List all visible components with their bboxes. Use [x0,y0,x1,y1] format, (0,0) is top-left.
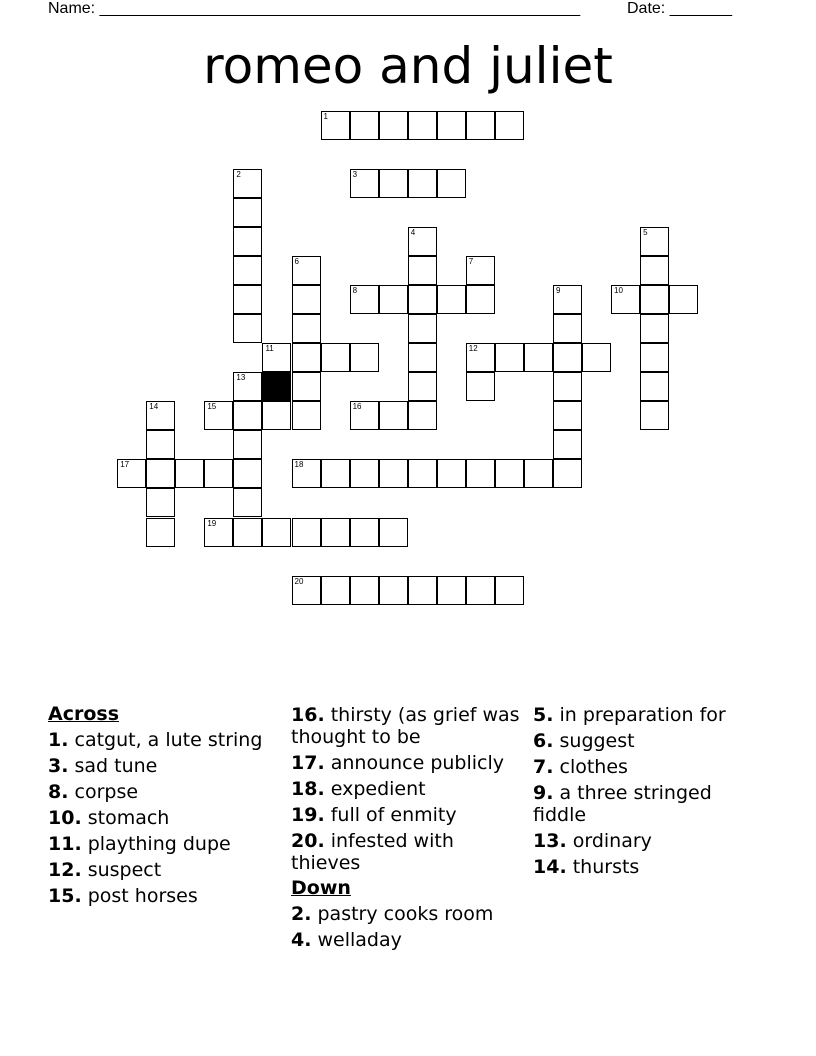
grid-cell[interactable] [611,285,640,314]
grid-cell[interactable] [262,518,291,547]
cell-number: 20 [294,576,304,586]
clue-item [291,830,526,874]
clue-number: 4. [291,929,312,951]
grid-cell[interactable] [466,459,495,488]
grid-cell[interactable] [379,401,408,430]
cell-number: 12 [468,344,478,354]
grid-cell[interactable] [437,169,466,198]
grid-cell[interactable] [350,285,379,314]
clue-number: 17. [291,752,325,774]
grid-cell[interactable] [292,314,321,343]
grid-cell[interactable] [204,401,233,430]
grid-cell[interactable] [292,343,321,372]
grid-cell[interactable] [495,576,524,605]
grid-cell[interactable] [408,459,437,488]
clue-number: 3. [48,755,69,777]
grid-cell[interactable] [233,314,262,343]
grid-cell[interactable] [640,256,669,285]
clue-number: 20. [291,830,325,852]
clue-text: full of enmity [330,804,457,826]
clue-text: pastry cooks room [317,903,494,925]
grid-cell[interactable] [408,401,437,430]
grid-cell[interactable] [146,518,175,547]
clue-item [48,885,278,907]
clue-column-1 [48,700,278,907]
grid-cell[interactable] [292,459,321,488]
clue-text: stomach [87,807,170,829]
grid-cell[interactable] [146,430,175,459]
clue-number: 18. [291,778,325,800]
grid-cell[interactable] [408,169,437,198]
grid-cell[interactable] [379,576,408,605]
grid-cell[interactable] [175,459,204,488]
clue-number: 11. [48,833,82,855]
grid-cell[interactable] [321,576,350,605]
grid-cell[interactable] [350,343,379,372]
clue-text: in preparation for [559,704,726,726]
clue-item [48,859,278,881]
grid-cell[interactable] [292,518,321,547]
down-heading: Down [291,877,351,899]
grid-cell[interactable] [292,401,321,430]
grid-cell[interactable] [640,314,669,343]
grid-cell[interactable] [350,576,379,605]
clue-number: 7. [533,756,554,778]
cell-number: 19 [207,518,217,528]
grid-cell[interactable] [321,343,350,372]
clue-text: thursts [572,856,640,878]
grid-cell[interactable] [524,459,553,488]
clue-text: announce publicly [330,752,505,774]
grid-cell[interactable] [408,576,437,605]
grid-cell[interactable] [466,343,495,372]
clue-text: sad tune [74,755,158,777]
clue-item [533,782,758,826]
grid-cell[interactable] [350,111,379,140]
cell-number: 11 [265,344,274,354]
clue-number: 10. [48,807,82,829]
clue-item [291,752,526,774]
grid-cell[interactable] [146,459,175,488]
cell-number: 10 [614,286,623,296]
grid-cell[interactable] [292,256,321,285]
grid-cell[interactable] [437,459,466,488]
clue-text: plaything dupe [87,833,231,855]
grid-cell[interactable] [582,343,611,372]
clue-text: suspect [87,859,162,881]
cell-number: 9 [555,286,561,296]
clue-item [533,730,758,752]
grid-cell[interactable] [379,111,408,140]
grid-cell[interactable] [640,343,669,372]
grid-cell[interactable] [640,285,669,314]
grid-cell[interactable] [233,430,262,459]
clue-text: corpse [74,781,139,803]
clue-text: catgut, a lute string [74,729,263,751]
grid-cell[interactable] [408,285,437,314]
clue-item [533,704,758,726]
clue-number: 16. [291,704,325,726]
clue-item [48,781,278,803]
grid-cell[interactable] [321,111,350,140]
clue-number: 5. [533,704,554,726]
grid-cell[interactable] [117,459,146,488]
grid-cell[interactable] [146,488,175,517]
clue-number: 19. [291,804,325,826]
cell-number: 3 [352,169,358,179]
across-heading: Across [48,703,120,725]
clue-number: 14. [533,856,567,878]
grid-cell[interactable] [204,518,233,547]
grid-cell[interactable] [408,111,437,140]
grid-cell[interactable] [262,401,291,430]
grid-cell[interactable] [408,372,437,401]
down-clue-list [291,903,526,951]
grid-cell[interactable] [146,401,175,430]
across-clue-list-continued [291,704,526,874]
clue-text: expedient [330,778,426,800]
grid-cell[interactable] [553,430,582,459]
across-clue-list [48,729,278,907]
cell-number: 17 [120,460,130,470]
grid-cell[interactable] [437,576,466,605]
clue-item [48,807,278,829]
grid-cell[interactable] [233,198,262,227]
grid-cell[interactable] [292,576,321,605]
grid-cell[interactable] [553,401,582,430]
grid-cell[interactable] [437,285,466,314]
grid-cell[interactable] [262,343,291,372]
grid-cell[interactable] [233,401,262,430]
grid-cell[interactable] [204,459,233,488]
grid-cell[interactable] [233,372,262,401]
down-clue-list-continued [533,704,758,878]
grid-cell[interactable] [233,518,262,547]
clue-column-2 [291,700,526,951]
grid-cell[interactable] [233,459,262,488]
clue-text: ordinary [572,830,652,852]
grid-cell[interactable] [379,285,408,314]
clue-item [533,856,758,878]
cell-number: 13 [236,373,246,383]
grid-cell[interactable] [379,518,408,547]
clue-item [48,755,278,777]
clue-number: 6. [533,730,554,752]
clue-item [291,929,526,951]
clue-text: a three stringed fiddle [533,782,712,826]
cell-number: 6 [294,257,299,267]
grid-cell[interactable] [350,518,379,547]
grid-cell[interactable] [466,256,495,285]
puzzle-title: romeo and juliet [203,37,613,95]
grid-cell[interactable] [466,285,495,314]
grid-cell[interactable] [553,459,582,488]
grid-cell[interactable] [640,227,669,256]
cell-number: 16 [352,402,362,412]
clue-item [291,704,526,748]
grid-cell[interactable] [640,372,669,401]
grid-cell[interactable] [524,343,553,372]
grid-cell[interactable] [292,372,321,401]
cell-number: 4 [410,228,416,237]
clue-item [533,756,758,778]
grid-cell[interactable] [640,401,669,430]
grid-cell[interactable] [408,314,437,343]
grid-cell[interactable] [233,227,262,256]
cell-number: 1 [323,111,328,121]
grid-cell[interactable] [553,343,582,372]
grid-cell[interactable] [292,285,321,314]
grid-cell[interactable] [350,169,379,198]
grid-cell[interactable] [233,488,262,517]
cell-number: 15 [207,402,217,412]
clue-text: clothes [559,756,628,778]
grid-cell[interactable] [350,401,379,430]
grid-cell[interactable] [408,227,437,256]
grid-cell[interactable] [437,111,466,140]
clue-item [291,778,526,800]
grid-cell[interactable] [233,285,262,314]
grid-cell[interactable] [553,372,582,401]
clue-number: 15. [48,885,82,907]
grid-cell[interactable] [321,459,350,488]
grid-cell[interactable] [669,285,698,314]
clue-number: 13. [533,830,567,852]
clue-item [291,903,526,925]
date-field-line: Date: _______ [627,0,732,17]
clue-item [533,830,758,852]
cell-number: 8 [352,286,358,296]
cell-number: 2 [236,169,241,179]
clue-number: 8. [48,781,69,803]
clue-text: suggest [559,730,635,752]
grid-cell[interactable] [553,314,582,343]
cell-number: 7 [468,257,474,267]
clue-text: infested with thieves [291,830,454,874]
clue-text: post horses [87,885,198,907]
grid-cell[interactable] [321,518,350,547]
cell-number: 5 [643,228,648,237]
name-field-line: Name: ______________________________________________________ [48,0,581,17]
clue-item [291,804,526,826]
clue-item [48,729,278,751]
clue-number: 9. [533,782,554,804]
clue-column-3 [533,700,758,878]
cell-number: 18 [294,460,304,470]
grid-cell[interactable] [379,169,408,198]
grid-cell[interactable] [233,169,262,198]
grid-cell[interactable] [466,372,495,401]
clue-number: 2. [291,903,312,925]
grid-cell[interactable] [379,459,408,488]
grid-black-cell [262,372,291,401]
grid-cell[interactable] [233,256,262,285]
cell-number: 14 [149,402,159,412]
grid-cell[interactable] [408,256,437,285]
grid-cell[interactable] [495,343,524,372]
grid-cell[interactable] [466,111,495,140]
clue-item [48,833,278,855]
clue-text: thirsty (as grief was thought to be [291,704,520,748]
clue-number: 12. [48,859,82,881]
grid-cell[interactable] [350,459,379,488]
clue-text: welladay [317,929,402,951]
grid-cell[interactable] [408,343,437,372]
grid-cell[interactable] [495,459,524,488]
grid-cell[interactable] [553,285,582,314]
grid-cell[interactable] [495,111,524,140]
grid-cell[interactable] [466,576,495,605]
clue-number: 1. [48,729,69,751]
